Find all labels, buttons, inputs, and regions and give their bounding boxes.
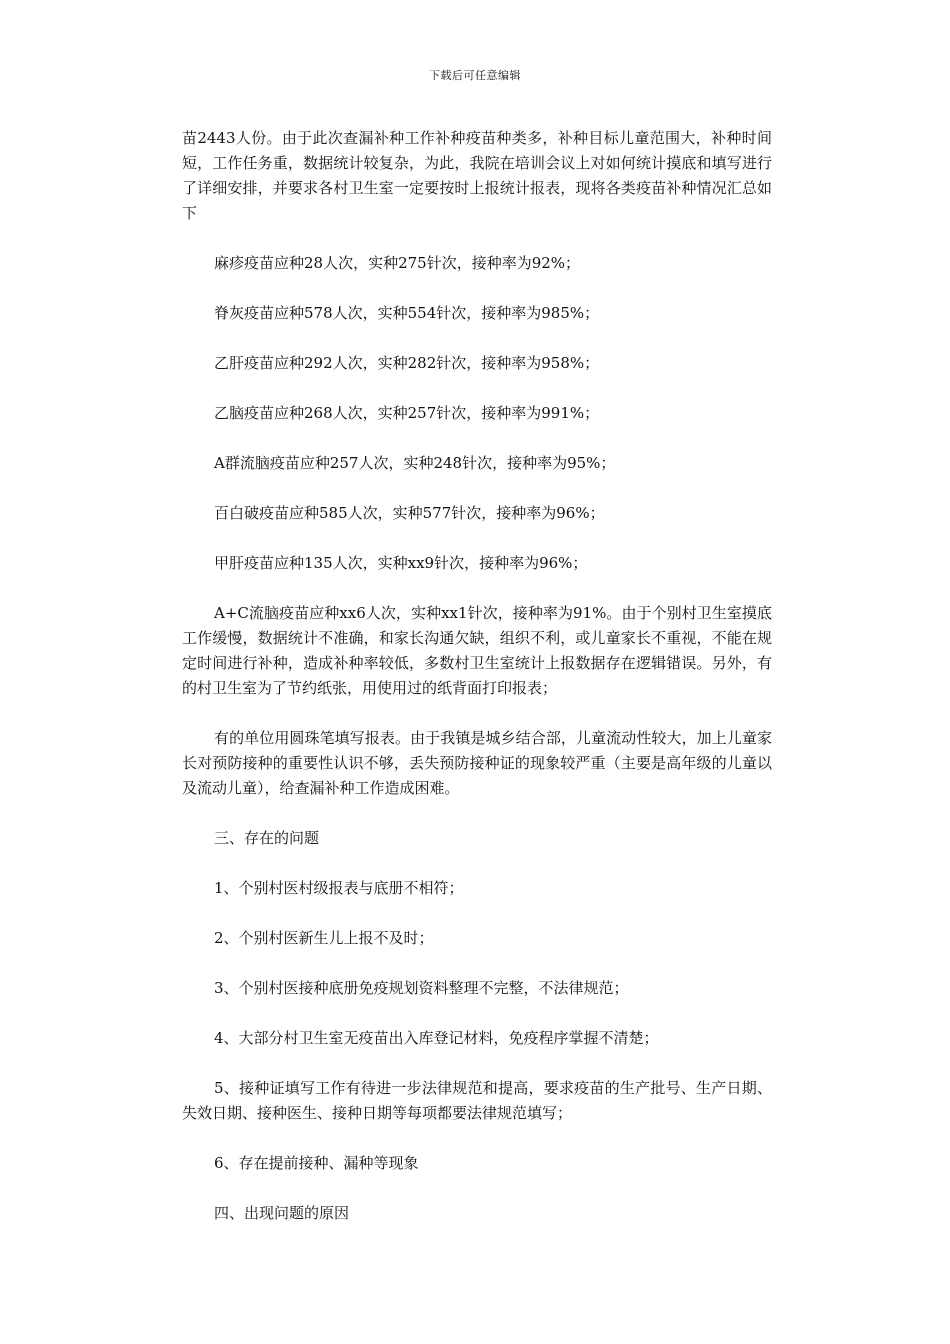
paragraph-meningitis-a: A群流脑疫苗应种257人次，实种248针次，接种率为95%； (214, 454, 616, 472)
section-heading-causes: 四、出现问题的原因 (214, 1204, 350, 1222)
paragraph-hepatitis-b: 乙肝疫苗应种292人次，实种282针次，接种率为958%； (214, 354, 600, 372)
section-heading-problems: 三、存在的问题 (214, 829, 320, 847)
paragraph-dpt: 百白破疫苗应种585人次，实种577针次，接种率为96%； (214, 504, 605, 522)
list-item-problem-2: 2、个别村医新生儿上报不及时； (214, 929, 434, 947)
document-body (182, 126, 772, 1226)
paragraph-meningitis-ac: A+C流脑疫苗应种xx6人次，实种xx1针次，接种率为91%。由于个别村卫生室摸底工作缓慢，数据统计不准确，和家长沟通欠缺，组织不利，或儿童家长不重视，不能在规定时间进行补种，造成补种率较低，多数村卫生室统计上报数据存在逻辑错误。另外，有的村卫生室为了节约纸张，用使用过的纸背面打印报表； (182, 604, 772, 697)
list-item-problem-1: 1、个别村医村级报表与底册不相符； (214, 879, 464, 897)
list-item-problem-5: 5、接种证填写工作有待进一步法律规范和提高，要求疫苗的生产批号、生产日期、失效日期、接种医生、接种日期等每项都要法律规范填写； (182, 1079, 772, 1122)
paragraph-polio: 脊灰疫苗应种578人次，实种554针次，接种率为985%； (214, 304, 600, 322)
paragraph-vaccine-intro: 苗2443人份。由于此次查漏补种工作补种疫苗种类多，补种目标儿童范围大，补种时间短，工作任务重，数据统计较复杂，为此，我院在培训会议上对如何统计摸底和填写进行了详细安排，并要求各村卫生室一定要按时上报统计报表，现将各类疫苗补种情况汇总如下 (182, 129, 772, 222)
paragraph-ballpoint: 有的单位用圆珠笔填写报表。由于我镇是城乡结合部，儿童流动性较大，加上儿童家长对预防接种的重要性认识不够，丢失预防接种证的现象较严重（主要是高年级的儿童以及流动儿童），给查漏补种工作造成困难。 (182, 729, 772, 797)
paragraph-hepatitis-a: 甲肝疫苗应种135人次，实种xx9针次，接种率为96%； (214, 554, 588, 572)
list-item-problem-6: 6、存在提前接种、漏种等现象 (214, 1154, 419, 1172)
paragraph-encephalitis: 乙脑疫苗应种268人次，实种257针次，接种率为991%； (214, 404, 600, 422)
list-item-problem-4: 4、大部分村卫生室无疫苗出入库登记材料，免疫程序掌握不清楚； (214, 1029, 659, 1047)
page-header-note: 下载后可任意编辑 (429, 69, 521, 82)
list-item-problem-3: 3、个别村医接种底册免疫规划资料整理不完整，不法律规范； (214, 979, 629, 997)
paragraph-measles: 麻疹疫苗应种28人次，实种275针次，接种率为92%； (214, 254, 581, 272)
